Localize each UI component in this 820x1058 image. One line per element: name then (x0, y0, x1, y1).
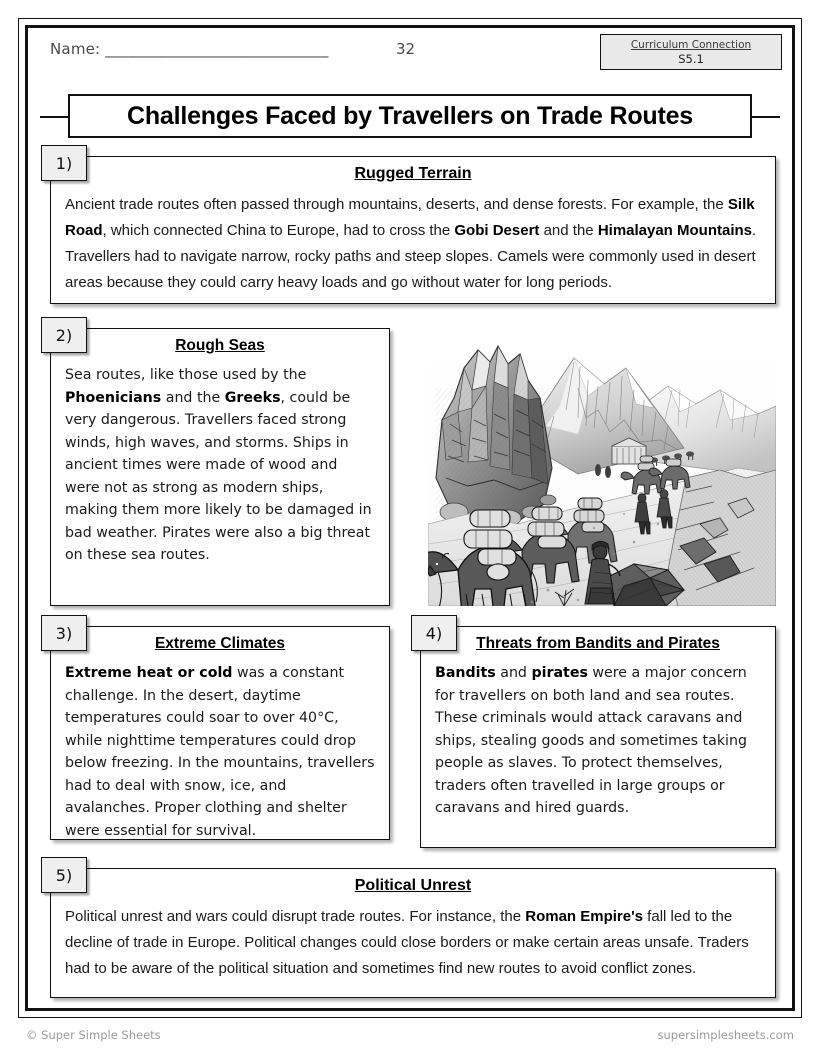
section-number-badge-5: 5) (41, 857, 87, 893)
section-number-badge-1: 1) (41, 145, 87, 181)
page-title: Challenges Faced by Travellers on Trade Routes (126, 101, 693, 130)
section-body-4: Bandits and pirates were a major concern for travellers on both land and sea routes. These criminals would attack caravans and ships, stealing goods and sometimes taking people as slaves. To protect themselves, traders often travelled in large groups or caravans and hired guards. (435, 665, 747, 816)
section-number-badge-2: 2) (41, 317, 87, 353)
section-body-2: Sea routes, like those used by the Phoenicians and the Greeks, could be very dangerous. Travellers faced strong winds, high waves, and storms. Ships in ancient times were made of wood and were not as strong as modern ships, making them more likely to be damaged in bad weather. Pirates were also a big threat on these sea routes. (65, 367, 372, 563)
curriculum-connection-code: S5.1 (678, 52, 704, 66)
camel-caravan-mountain-pass-illustration (428, 328, 776, 606)
page-footer (18, 1028, 802, 1052)
title-connector-line-right (752, 116, 780, 118)
title-connector-line-left (40, 116, 68, 118)
footer-website[interactable]: supersimplesheets.com (657, 1028, 794, 1042)
section-heading-2: Rough Seas (175, 337, 265, 354)
footer-copyright: © Super Simple Sheets (26, 1028, 161, 1042)
section-number-badge-3: 3) (41, 615, 87, 651)
title-box (68, 94, 752, 138)
title-banner (28, 94, 792, 138)
section-heading-5: Political Unrest (354, 877, 472, 894)
section-heading-3: Extreme Climates (154, 635, 286, 652)
curriculum-connection-label: Curriculum Connection (630, 39, 752, 51)
section-card-4 (420, 623, 776, 848)
worksheet-page-outer-border (18, 18, 802, 1018)
section-body-3: Extreme heat or cold was a constant challenge. In the desert, daytime temperatures could soar to over 40°C, while nighttime temperatures could drop below freezing. In the mountains, travellers had to deal with snow, ice, and avalanches. Proper clothing and shelter were essential for survival. (65, 665, 375, 839)
curriculum-connection-box (600, 34, 782, 70)
section-body-1: Ancient trade routes often passed through mountains, deserts, and dense forests. For example, the Silk Road, which connected China to Europe, had to cross the Gobi Desert and the Himalayan Mountains. Travellers had to navigate narrow, rocky paths and steep slopes. Camels were commonly used in desert areas because they could carry heavy loads and go without water for long periods. (65, 196, 757, 291)
section-heading-4: Threats from Bandits and Pirates (476, 635, 720, 652)
student-name-field[interactable]: Name: _____________________________ (50, 40, 329, 58)
section-card-5 (50, 865, 776, 998)
section-card-1 (50, 153, 776, 304)
section-card-3 (50, 623, 390, 840)
page-header (28, 28, 792, 80)
section-body-5: Political unrest and wars could disrupt trade routes. For instance, the Roman Empire's fall led to the decline of trade in Europe. Political changes could close borders or make certain areas unsafe. Traders had to be aware of the political situation and sometimes find new routes to avoid conflict zones. (65, 908, 749, 977)
section-number-badge-4: 4) (411, 615, 457, 651)
worksheet-content (28, 28, 792, 1008)
page-number: 32 (396, 40, 416, 58)
worksheet-page-inner-border (25, 25, 795, 1011)
section-card-2 (50, 325, 390, 606)
section-heading-1: Rugged Terrain (354, 165, 472, 182)
